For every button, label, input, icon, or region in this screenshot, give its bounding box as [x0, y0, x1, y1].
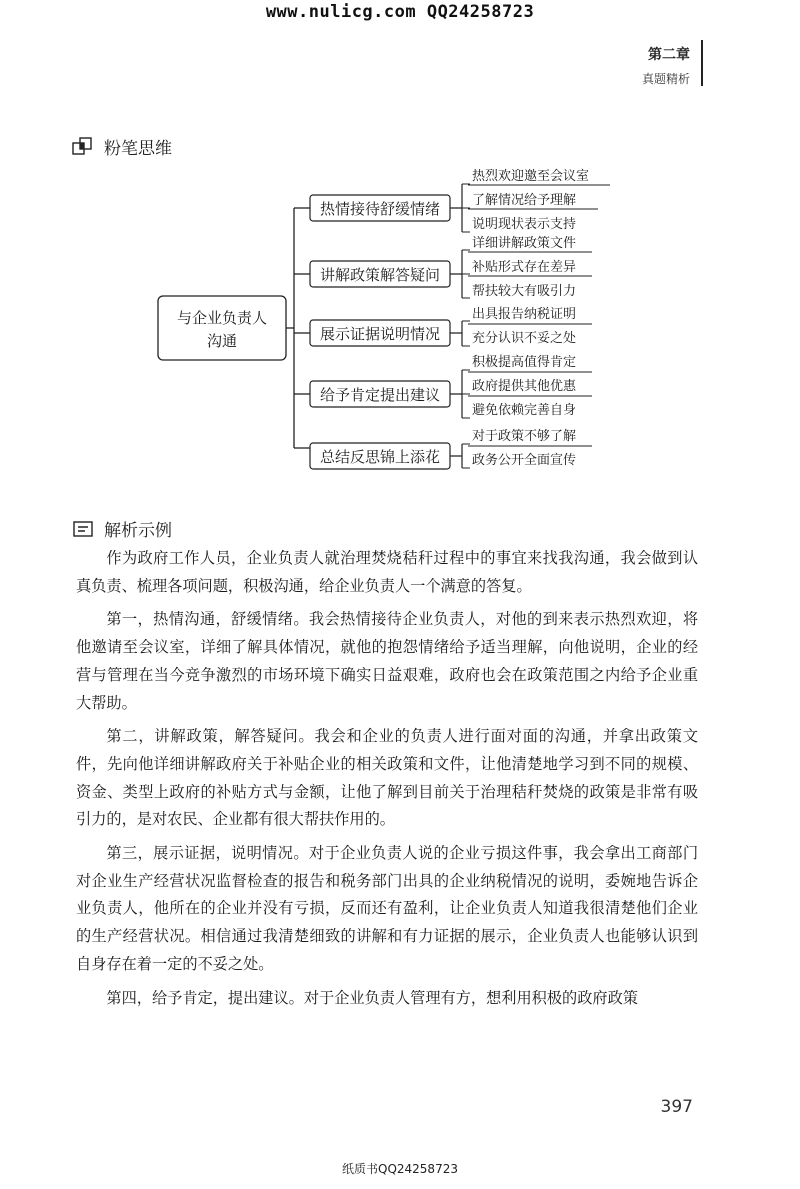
- mind-map: [0, 160, 800, 480]
- body-paragraph: 第三，展示证据，说明情况。对于企业负责人说的企业亏损这件事，我会拿出工商部门对企业生产经营状况监督检查的报告和税务部门出具的企业纳税情况的说明，委婉地告诉企业负责人，他所在的企业并没有亏损，反而还有盈利，让企业负责人知道我很清楚他们企业的生产经营状况。相信通过我清楚细致的讲解和有力证据的展示，企业负责人也能够认识到自身存在着一定的不妥之处。: [76, 844, 698, 973]
- chapter-header: [642, 44, 690, 87]
- body-paragraph: 作为政府工作人员，企业负责人就治理焚烧秸秆过程中的事宜来找我沟通，我会做到认真负责、梳理各项问题，积极沟通，给企业负责人一个满意的答复。: [76, 549, 698, 595]
- branch-label: 总结反思锦上添花: [319, 448, 441, 466]
- leaf-label: 详细讲解政策文件: [472, 236, 577, 251]
- branch-label: 热情接待舒缓情绪: [319, 200, 441, 218]
- leaf-label: 了解情况给予理解: [472, 193, 577, 208]
- leaf-label: 帮扶较大有吸引力: [472, 284, 577, 299]
- mindmap-root-box: [158, 296, 286, 360]
- mindmap-root-line1: 与企业负责人: [176, 309, 268, 327]
- leaf-label: 补贴形式存在差异: [472, 260, 577, 275]
- body-paragraph: 第二，讲解政策，解答疑问。我会和企业的负责人进行面对面的沟通，并拿出政策文件，先向他详细讲解政府关于补贴企业的相关政策和文件，让他清楚地学习到不同的规模、资金、类型上政府的补贴方式与金额，让他了解到目前关于治理秸秆焚烧的政策是非常有吸引力的，是对农民、企业都有很大帮扶作用的。: [76, 727, 698, 829]
- chapter-title: 第二章: [648, 47, 690, 63]
- mindmap-branch: [294, 428, 592, 469]
- mindmap-branch: [294, 168, 610, 232]
- leaf-label: 政务公开全面宣传: [472, 453, 577, 468]
- leaf-label: 出具报告纳税证明: [472, 307, 577, 322]
- leaf-label: 热烈欢迎邀至会议室: [472, 169, 590, 184]
- mindmap-branch: [294, 235, 592, 299]
- branch-label: 给予肯定提出建议: [319, 386, 441, 404]
- mindmap-title: 粉笔思维: [104, 139, 172, 159]
- mindmap-branch: [294, 354, 592, 418]
- mindmap-heading: [72, 134, 172, 159]
- body-paragraph: 第四，给予肯定，提出建议。对于企业负责人管理有方，想利用积极的政府政策: [106, 988, 638, 1007]
- leaf-label: 对于政策不够了解: [472, 429, 577, 444]
- branch-label: 讲解政策解答疑问: [319, 266, 441, 284]
- leaf-label: 政府提供其他优惠: [472, 379, 577, 394]
- analysis-title: 解析示例: [104, 521, 172, 541]
- leaf-label: 避免依赖完善自身: [472, 403, 577, 418]
- chapter-divider: [701, 40, 703, 86]
- mindmap-root-line2: 沟通: [206, 332, 238, 350]
- analysis-example-icon: [72, 519, 94, 539]
- body-paragraph: 第一，热情沟通，舒缓情绪。我会热情接待企业负责人，对他的到来表示热烈欢迎，将他邀请至会议室，详细了解具体情况，就他的抱怨情绪给予适当理解，向他说明，企业的经营与管理在当今竞争激烈的市场环境下确实日益艰难，政府也会在政策范围之内给予企业重大帮助。: [76, 610, 698, 712]
- chalk-thinking-icon: [72, 137, 94, 157]
- analysis-heading: [72, 516, 172, 541]
- chapter-subtitle: 真题精析: [641, 72, 690, 86]
- bottom-watermark: 纸质书QQ24258723: [342, 1162, 458, 1176]
- top-watermark: www.nulicg.com QQ24258723: [265, 2, 535, 22]
- branch-label: 展示证据说明情况: [319, 325, 441, 343]
- page-number: 397: [660, 1097, 693, 1117]
- leaf-label: 充分认识不妥之处: [472, 331, 577, 346]
- analysis-body: [76, 545, 698, 1018]
- leaf-label: 说明现状表示支持: [472, 217, 577, 232]
- leaf-label: 积极提高值得肯定: [472, 355, 577, 370]
- mindmap-branch: [294, 306, 592, 346]
